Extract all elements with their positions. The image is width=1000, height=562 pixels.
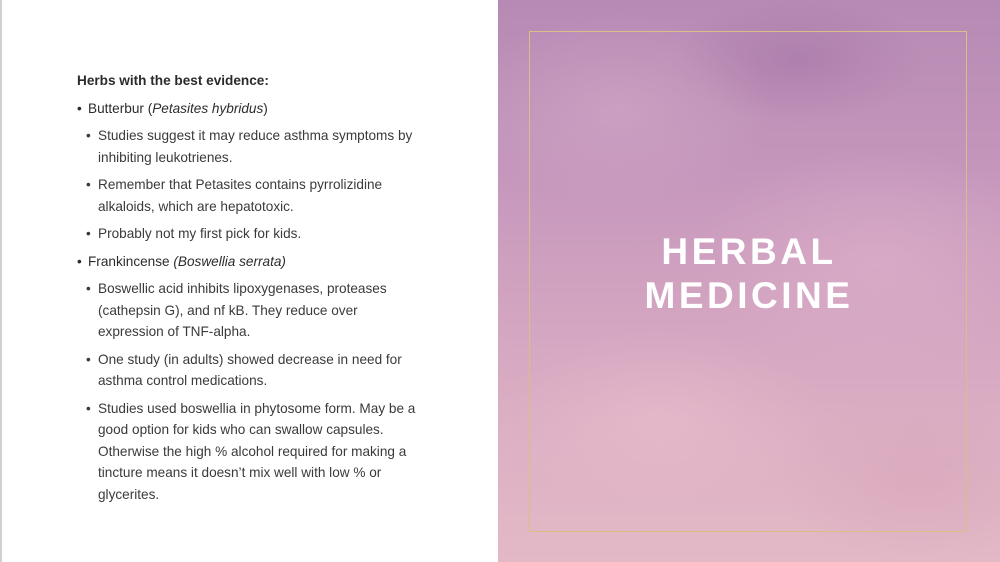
sub-bullet: • [86,400,91,416]
herb-name: Butterbur ( [88,100,153,116]
section-heading: Herbs with the best evidence: [77,73,269,88]
text-panel [77,70,422,511]
sub-bullet-text: Probably not my first pick for kids. [98,226,302,241]
sky-image-panel [498,0,1000,562]
sub-bullet-item [77,398,422,506]
bullet: • [77,100,82,116]
sub-bullet-item [77,125,422,168]
sub-bullet-text: Studies used boswellia in phytosome form. May be a good option for kids who can swallow capsules. Otherwise the high % alcohol required for making a tincture means it doesn’t mix well with low % or glycerites. [98,400,416,502]
herb-latin-name: Petasites hybridus [152,100,264,116]
sub-bullet-item [77,223,422,245]
sub-bullet-text: Boswellic acid inhibits lipoxygenases, proteases (cathepsin G), and nf kB. They reduce over expression of TNF-alpha. [98,281,387,339]
title-line-1: HERBAL [661,231,837,272]
title-line-2: MEDICINE [644,275,854,316]
sub-bullet: • [86,128,91,143]
herb-name-close: ) [263,100,268,116]
sub-bullet-item [77,174,422,217]
sub-bullet-text: Remember that Petasites contains pyrrolizidine alkaloids, which are hepatotoxic. [98,177,383,214]
sub-bullet-item [77,349,422,392]
sub-bullet: • [86,226,91,241]
bullet: • [77,253,82,269]
sub-bullet-text: One study (in adults) showed decrease in need for asthma control medications. [98,351,402,388]
herb-item-frankincense [77,251,422,273]
sub-bullet-item [77,278,422,343]
sub-bullet: • [86,281,91,296]
sub-bullet: • [86,351,91,367]
slide-title [498,230,1000,318]
herb-item-butterbur [77,98,422,120]
herb-latin-name: (Boswellia serrata) [173,253,286,269]
slide-left-edge [0,0,2,562]
sub-bullet: • [86,177,91,192]
herb-name: Frankincense [88,253,174,269]
sub-bullet-text: Studies suggest it may reduce asthma symptoms by inhibiting leukotrienes. [98,128,413,165]
